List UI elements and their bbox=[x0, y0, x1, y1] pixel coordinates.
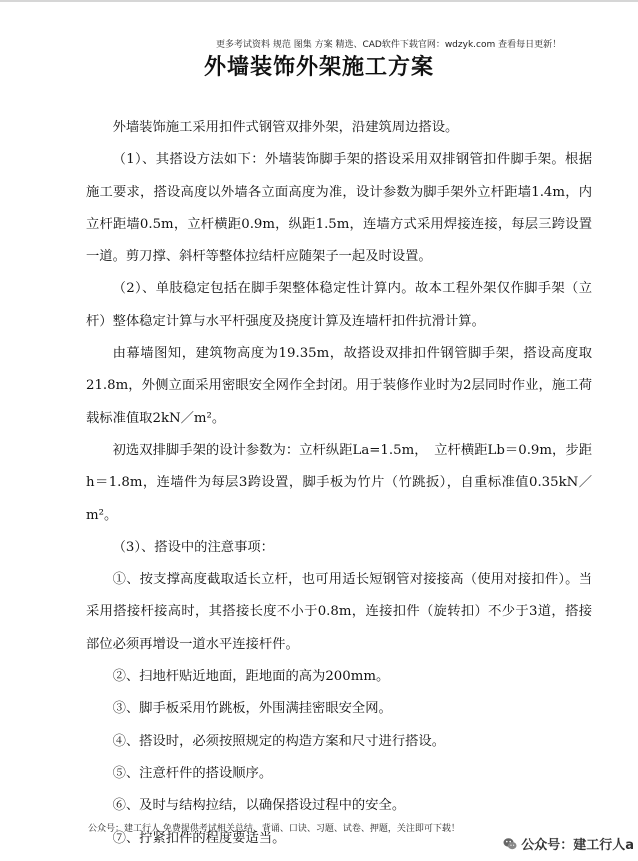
paragraph-stability: （2）、单肢稳定包括在脚手架整体稳定性计算内。故本工程外架仅作脚手架（立杆）整体稳定计算与水平杆强度及挠度计算及连墙杆扣件抗滑计算。 bbox=[86, 281, 592, 329]
footer-note: 公众号：建工行人 免费提供考试相关总结、背诵、口诀、习题、试卷、押题，关注即可下载！ bbox=[88, 824, 460, 834]
note-item-6: ⑥、及时与结构拉结，以确保搭设过程中的安全。 bbox=[112, 798, 406, 814]
document-body bbox=[86, 112, 592, 855]
paragraph-method: （1）、其搭设方法如下：外墙装饰脚手架的搭设采用双排钢管扣件脚手架。根据施工要求，搭设高度以外墙各立面高度为准，设计参数为脚手架外立杆距墙1.4m，内立杆距墙0.5m，立杆横距0.9m，纵距1.5m，连墙方式采用焊接连接，每层三跨设置一道。剪刀撑、斜杆等整体拉结杆应随架子一起及时设置。 bbox=[86, 152, 592, 265]
document-title: 外墙装饰外架施工方案 bbox=[203, 55, 434, 80]
top-border bbox=[0, 0, 638, 2]
note-item-4: ④、搭设时，必须按照规定的构造方案和尺寸进行搭设。 bbox=[112, 733, 446, 749]
watermark-text: 公众号：建工行人a bbox=[521, 838, 634, 853]
note-item-2: ②、扫地杆贴近地面，距地面的高为200mm。 bbox=[112, 669, 390, 685]
note-item-3: ③、脚手板采用竹跳板，外围满挂密眼安全网。 bbox=[112, 701, 392, 717]
paragraph-height: 由幕墙图知，建筑物高度为19.35m，故搭设双排扣件钢管脚手架，搭设高度取21.8m，外侧立面采用密眼安全网作全封闭。用于装修作业时为2层同时作业，施工荷载标准值取2kN／m²。 bbox=[86, 346, 592, 426]
paragraph-notes-heading: （3）、搭设中的注意事项： bbox=[112, 539, 274, 555]
note-item-1: ①、按支撑高度截取适长立杆，也可用适长短钢管对接接高（使用对接扣件）。当采用搭接杆接高时，其搭接长度不小于0.8m，连接扣件（旋转扣）不少于3道，搭接部位必须再增设一道水平连接杆件。 bbox=[86, 572, 592, 652]
note-item-7: ⑦、拧紧扣件的程度要适当。 bbox=[112, 830, 286, 846]
note-item-5: ⑤、注意杆件的搭设顺序。 bbox=[112, 765, 273, 781]
watermark bbox=[503, 834, 634, 853]
wechat-icon bbox=[503, 837, 517, 851]
header-note: 更多考试资料 规范 图集 方案 精选、CAD软件下载官网：wdzyk.com 查看每日更新！ bbox=[216, 40, 562, 50]
paragraph-intro: 外墙装饰施工采用扣件式钢管双排外架，沿建筑周边搭设。 bbox=[112, 120, 459, 135]
paragraph-parameters: 初选双排脚手架的设计参数为：立杆纵距La=1.5m， 立杆横距Lb＝0.9m，步距h＝1.8m，连墙件为每层3跨设置，脚手板为竹片（竹跳扳），自重标准值0.35kN／m²。 bbox=[86, 442, 592, 523]
